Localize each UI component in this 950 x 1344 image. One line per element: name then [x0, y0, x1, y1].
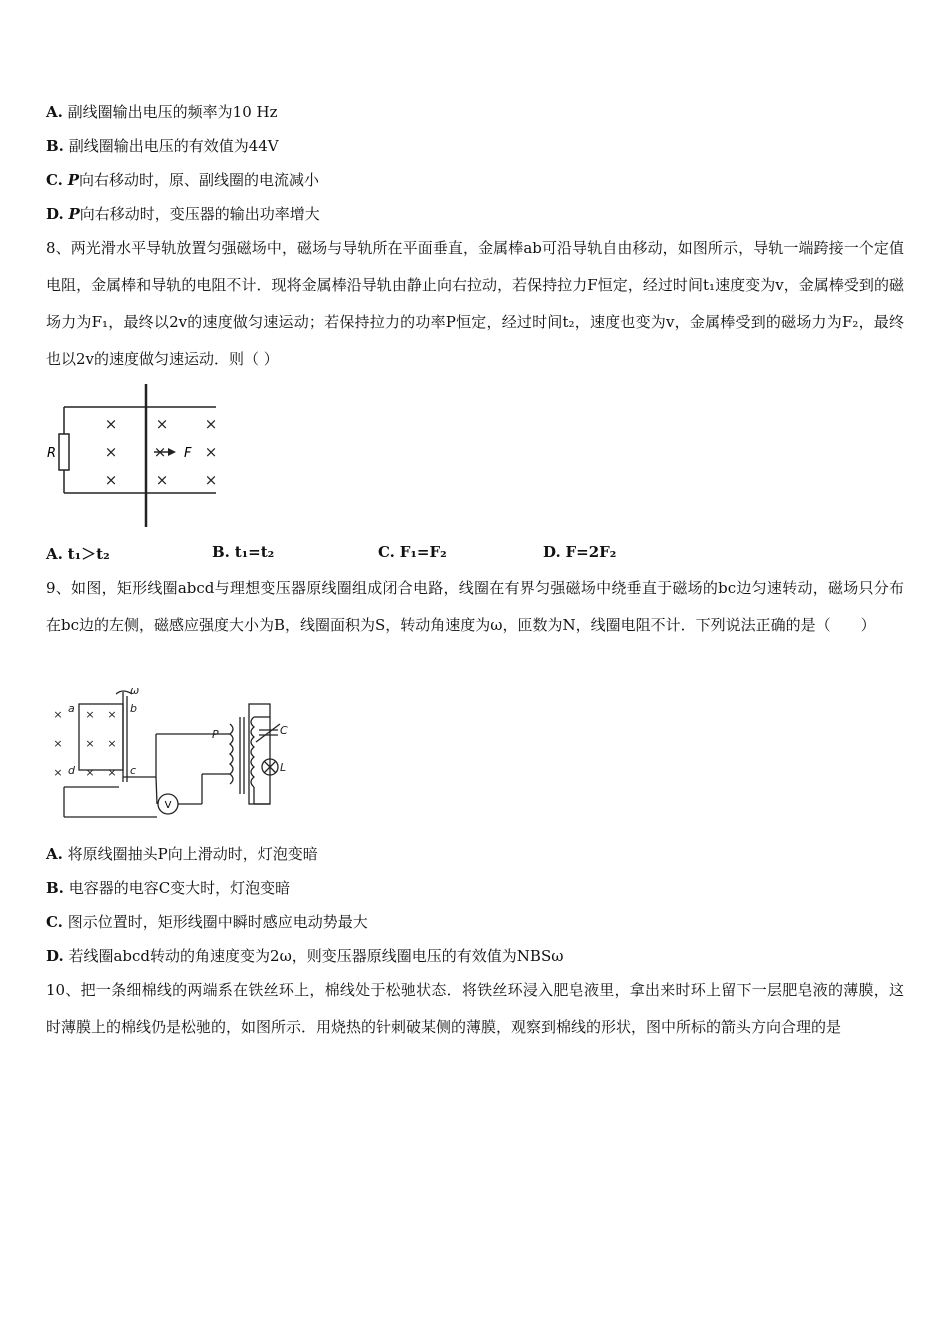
q9-label-a: a: [68, 702, 75, 715]
field-mark: ×: [153, 443, 167, 461]
field-mark: ×: [107, 708, 117, 721]
field-mark: ×: [155, 415, 169, 433]
q7-option-b: B. 副线圈输出电压的有效值为44V: [46, 137, 279, 155]
field-mark: ×: [85, 708, 95, 721]
q9-label-l: L: [280, 761, 287, 774]
q9-voltmeter: V: [164, 800, 172, 811]
q8-option-c: C. F₁=F₂: [378, 543, 447, 561]
q8-figure: [44, 382, 224, 532]
field-mark: ×: [204, 443, 218, 461]
q8-option-b: B. t₁=t₂: [212, 543, 275, 561]
field-mark: ×: [204, 471, 218, 489]
q9-label-omega: ω: [130, 684, 140, 697]
q8-stem: 8、两光滑水平导轨放置匀强磁场中，磁场与导轨所在平面垂直，金属棒ab可沿导轨自由移动，如图所示，导轨一端跨接一个定值电阻，金属棒和导轨的电阻不计．现将金属棒沿导轨由静止向右拉动，若保持拉力F恒定，经过时间t₁速度变为v，金属棒受到的磁场力为F₁，最终以2v的速度做匀速运动；若保持拉力的功率P恒定，经过时间t₂，速度也变为v，金属棒受到的磁场力为F₂，最终也以2v的速度做匀速运动．则（ ）: [46, 239, 904, 368]
q7-option-d: D. P向右移动时，变压器的输出功率增大: [46, 205, 320, 223]
q9-option-d: D. 若线圈abcd转动的角速度变为2ω，则变压器原线圈电压的有效值为NBSω: [46, 947, 564, 965]
q8-label-f: F: [184, 446, 192, 461]
field-mark: ×: [104, 471, 118, 489]
field-mark: ×: [53, 708, 63, 721]
q8-label-r: R: [47, 446, 57, 461]
q9-option-c: C. 图示位置时，矩形线圈中瞬时感应电动势最大: [46, 913, 368, 931]
field-mark: ×: [107, 737, 117, 750]
q9-option-a: A. 将原线圈抽头P向上滑动时，灯泡变暗: [46, 845, 318, 863]
q10-stem: 10、把一条细棉线的两端系在铁丝环上，棉线处于松驰状态．将铁丝环浸入肥皂液里，拿出来时环上留下一层肥皂液的薄膜，这时薄膜上的棉线仍是松驰的，如图所示．用烧热的针刺破某侧的薄膜，观察到棉线的形状，图中所标的箭头方向合理的是: [46, 981, 904, 1036]
q9-label-d: d: [68, 764, 75, 777]
q9-figure: [44, 682, 304, 827]
field-mark: ×: [155, 471, 169, 489]
q9-option-b: B. 电容器的电容C变大时，灯泡变暗: [46, 879, 291, 897]
q9-label-b: b: [130, 702, 137, 715]
field-mark: ×: [104, 415, 118, 433]
q8-option-a: A. t₁＞t₂: [46, 545, 110, 563]
q9-label-c-cap: C: [280, 724, 288, 737]
q8-option-d: D. F=2F₂: [543, 543, 617, 561]
field-mark: ×: [204, 415, 218, 433]
field-mark: ×: [104, 443, 118, 461]
field-mark: ×: [85, 737, 95, 750]
field-mark: ×: [53, 737, 63, 750]
q7-option-c: C. P向右移动时，原、副线圈的电流减小: [46, 171, 319, 189]
field-mark: ×: [53, 766, 63, 779]
q9-stem: 9、如图，矩形线圈abcd与理想变压器原线圈组成闭合电路，线圈在有界匀强磁场中绕垂直于磁场的bc边匀速转动，磁场只分布在bc边的左侧，磁感应强度大小为B，线圈面积为S，转动角速度为ω，匝数为N，线圈电阻不计．下列说法正确的是（ ）: [46, 579, 904, 634]
q9-label-p: P: [212, 728, 219, 741]
q7-option-a: A. 副线圈输出电压的频率为10 Hz: [46, 103, 278, 121]
field-mark: ×: [107, 766, 117, 779]
field-mark: ×: [85, 766, 95, 779]
q9-label-c: c: [130, 764, 137, 777]
